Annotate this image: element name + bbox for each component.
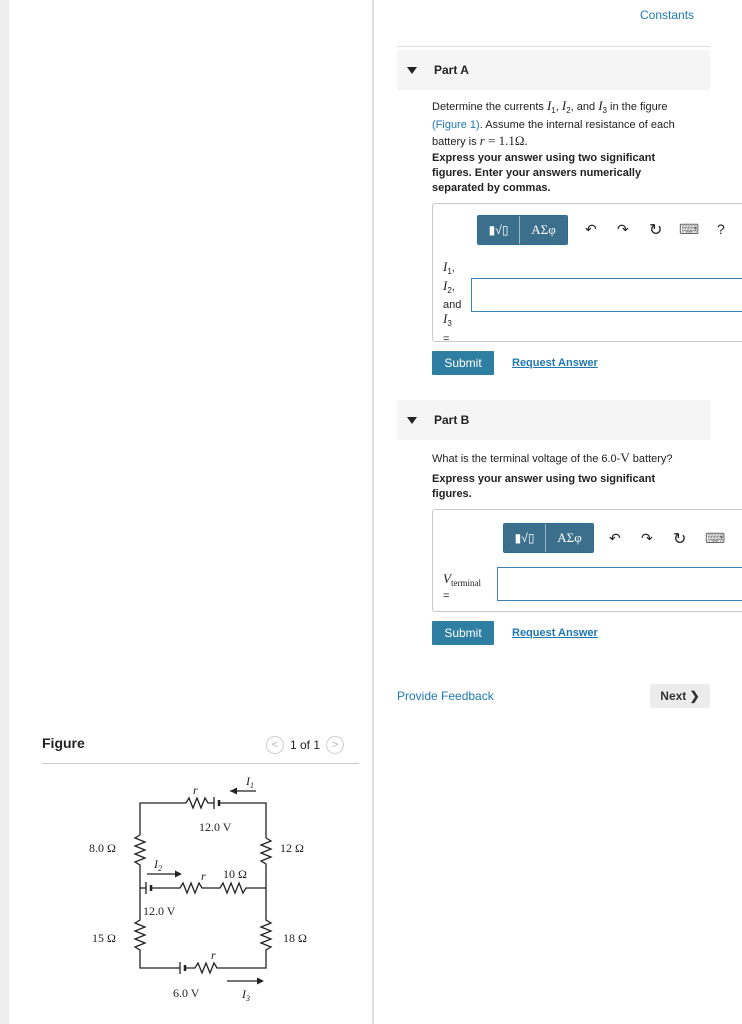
figure-title: Figure — [42, 735, 85, 751]
part-b-request-answer-link[interactable]: Request Answer — [512, 627, 598, 639]
label-V-bot: 6.0 V — [173, 986, 200, 1000]
part-b-header[interactable] — [397, 400, 710, 440]
figure-divider — [42, 763, 359, 764]
part-b-submit-button[interactable]: Submit — [432, 621, 494, 645]
part-b-answer-input[interactable] — [497, 567, 742, 601]
label-V-mid: 12.0 V — [143, 904, 176, 918]
help-icon[interactable]: ? — [717, 221, 725, 237]
label-r-bot: r — [211, 948, 216, 962]
label-I2: $I_2$ — [154, 857, 162, 873]
mid-resistors — [151, 883, 266, 893]
greek-symbols-button[interactable]: ΑΣφ — [520, 216, 567, 244]
part-a-instruction: Express your answer using two significant figures. Enter your answers numerically separated by commas. — [432, 152, 656, 194]
part-b-title: Part B — [434, 413, 470, 427]
wire-left-top — [140, 803, 186, 835]
part-a-answer-box — [432, 203, 742, 345]
part-a-title: Part A — [434, 63, 469, 77]
part-b-answer-box — [432, 509, 742, 612]
figure-pager — [266, 736, 344, 754]
collapse-triangle-icon[interactable] — [407, 67, 417, 74]
constants-link[interactable]: Constants — [640, 8, 695, 22]
reset-icon[interactable]: ↻ — [673, 531, 687, 548]
part-b-instruction: Express your answer using two significant figures. — [432, 473, 656, 500]
figure-page-count: 1 of 1 — [290, 738, 321, 752]
label-V-top: 12.0 V — [199, 820, 232, 834]
figure-link[interactable]: (Figure 1) — [432, 119, 480, 132]
panel-divider[interactable] — [372, 0, 374, 1024]
bottom-internal-resistor — [185, 963, 225, 973]
label-R-18: 18 Ω — [283, 931, 307, 945]
resistor-12-ohm — [261, 838, 271, 888]
label-R-12: 12 Ω — [280, 841, 304, 855]
redo-icon[interactable]: ↷ — [641, 530, 653, 546]
math-toolbar — [477, 215, 568, 245]
part-a-answer-input[interactable] — [471, 278, 742, 312]
part-a-input-label: $I_1$, $I_2$, and $I_3$ = — [443, 259, 462, 345]
label-R-15: 15 Ω — [92, 931, 116, 945]
prev-figure-button[interactable]: < — [266, 736, 284, 754]
collapse-triangle-icon[interactable] — [407, 417, 417, 424]
provide-feedback-link[interactable]: Provide Feedback — [397, 689, 494, 703]
next-button[interactable]: Next ❯ — [650, 684, 710, 708]
resistor-8-ohm — [135, 835, 145, 888]
part-a-header[interactable] — [397, 50, 710, 90]
part-a-question: Determine the currents $I_1$, $I_2$, and $I_3$ in the figure (Figure 1). Assume the internal resistance of each battery is r = 1.1Ω. — [432, 98, 675, 149]
label-R-8: 8.0 Ω — [89, 841, 116, 855]
top-internal-resistor — [186, 798, 214, 808]
templates-button[interactable]: ▮√▯ — [504, 524, 545, 552]
arrowhead-I2 — [175, 871, 182, 878]
greek-symbols-button[interactable]: ΑΣφ — [546, 524, 593, 552]
arrowhead-I3 — [257, 978, 264, 985]
label-r-mid: r — [201, 869, 206, 883]
circuit-diagram — [80, 770, 320, 1010]
math-toolbar — [503, 523, 594, 553]
header-divider — [397, 46, 710, 47]
label-I1: $I_1$ — [246, 774, 254, 790]
arrowhead-I1 — [230, 788, 237, 795]
part-b-input-label: $V_{terminal}$ = — [443, 571, 481, 603]
undo-icon[interactable]: ↶ — [585, 221, 597, 237]
label-I3: $I_3$ — [242, 987, 250, 1003]
reset-icon[interactable]: ↻ — [649, 222, 663, 239]
keyboard-icon[interactable]: ⌨ — [705, 530, 726, 546]
label-R-10: 10 Ω — [223, 867, 247, 881]
resistor-18-ohm — [225, 888, 271, 968]
label-r-top: r — [193, 783, 198, 797]
part-a-request-answer-link[interactable]: Request Answer — [512, 357, 598, 369]
templates-button[interactable]: ▮√▯ — [478, 216, 519, 244]
resistor-15-ohm — [135, 888, 180, 968]
left-panel-gutter — [0, 0, 9, 1024]
keyboard-icon[interactable]: ⌨ — [679, 221, 700, 237]
undo-icon[interactable]: ↶ — [609, 530, 621, 546]
part-b-question: What is the terminal voltage of the 6.0-V battery? — [432, 450, 673, 465]
next-figure-button[interactable]: > — [326, 736, 344, 754]
part-a-submit-button[interactable]: Submit — [432, 351, 494, 375]
redo-icon[interactable]: ↷ — [617, 221, 629, 237]
